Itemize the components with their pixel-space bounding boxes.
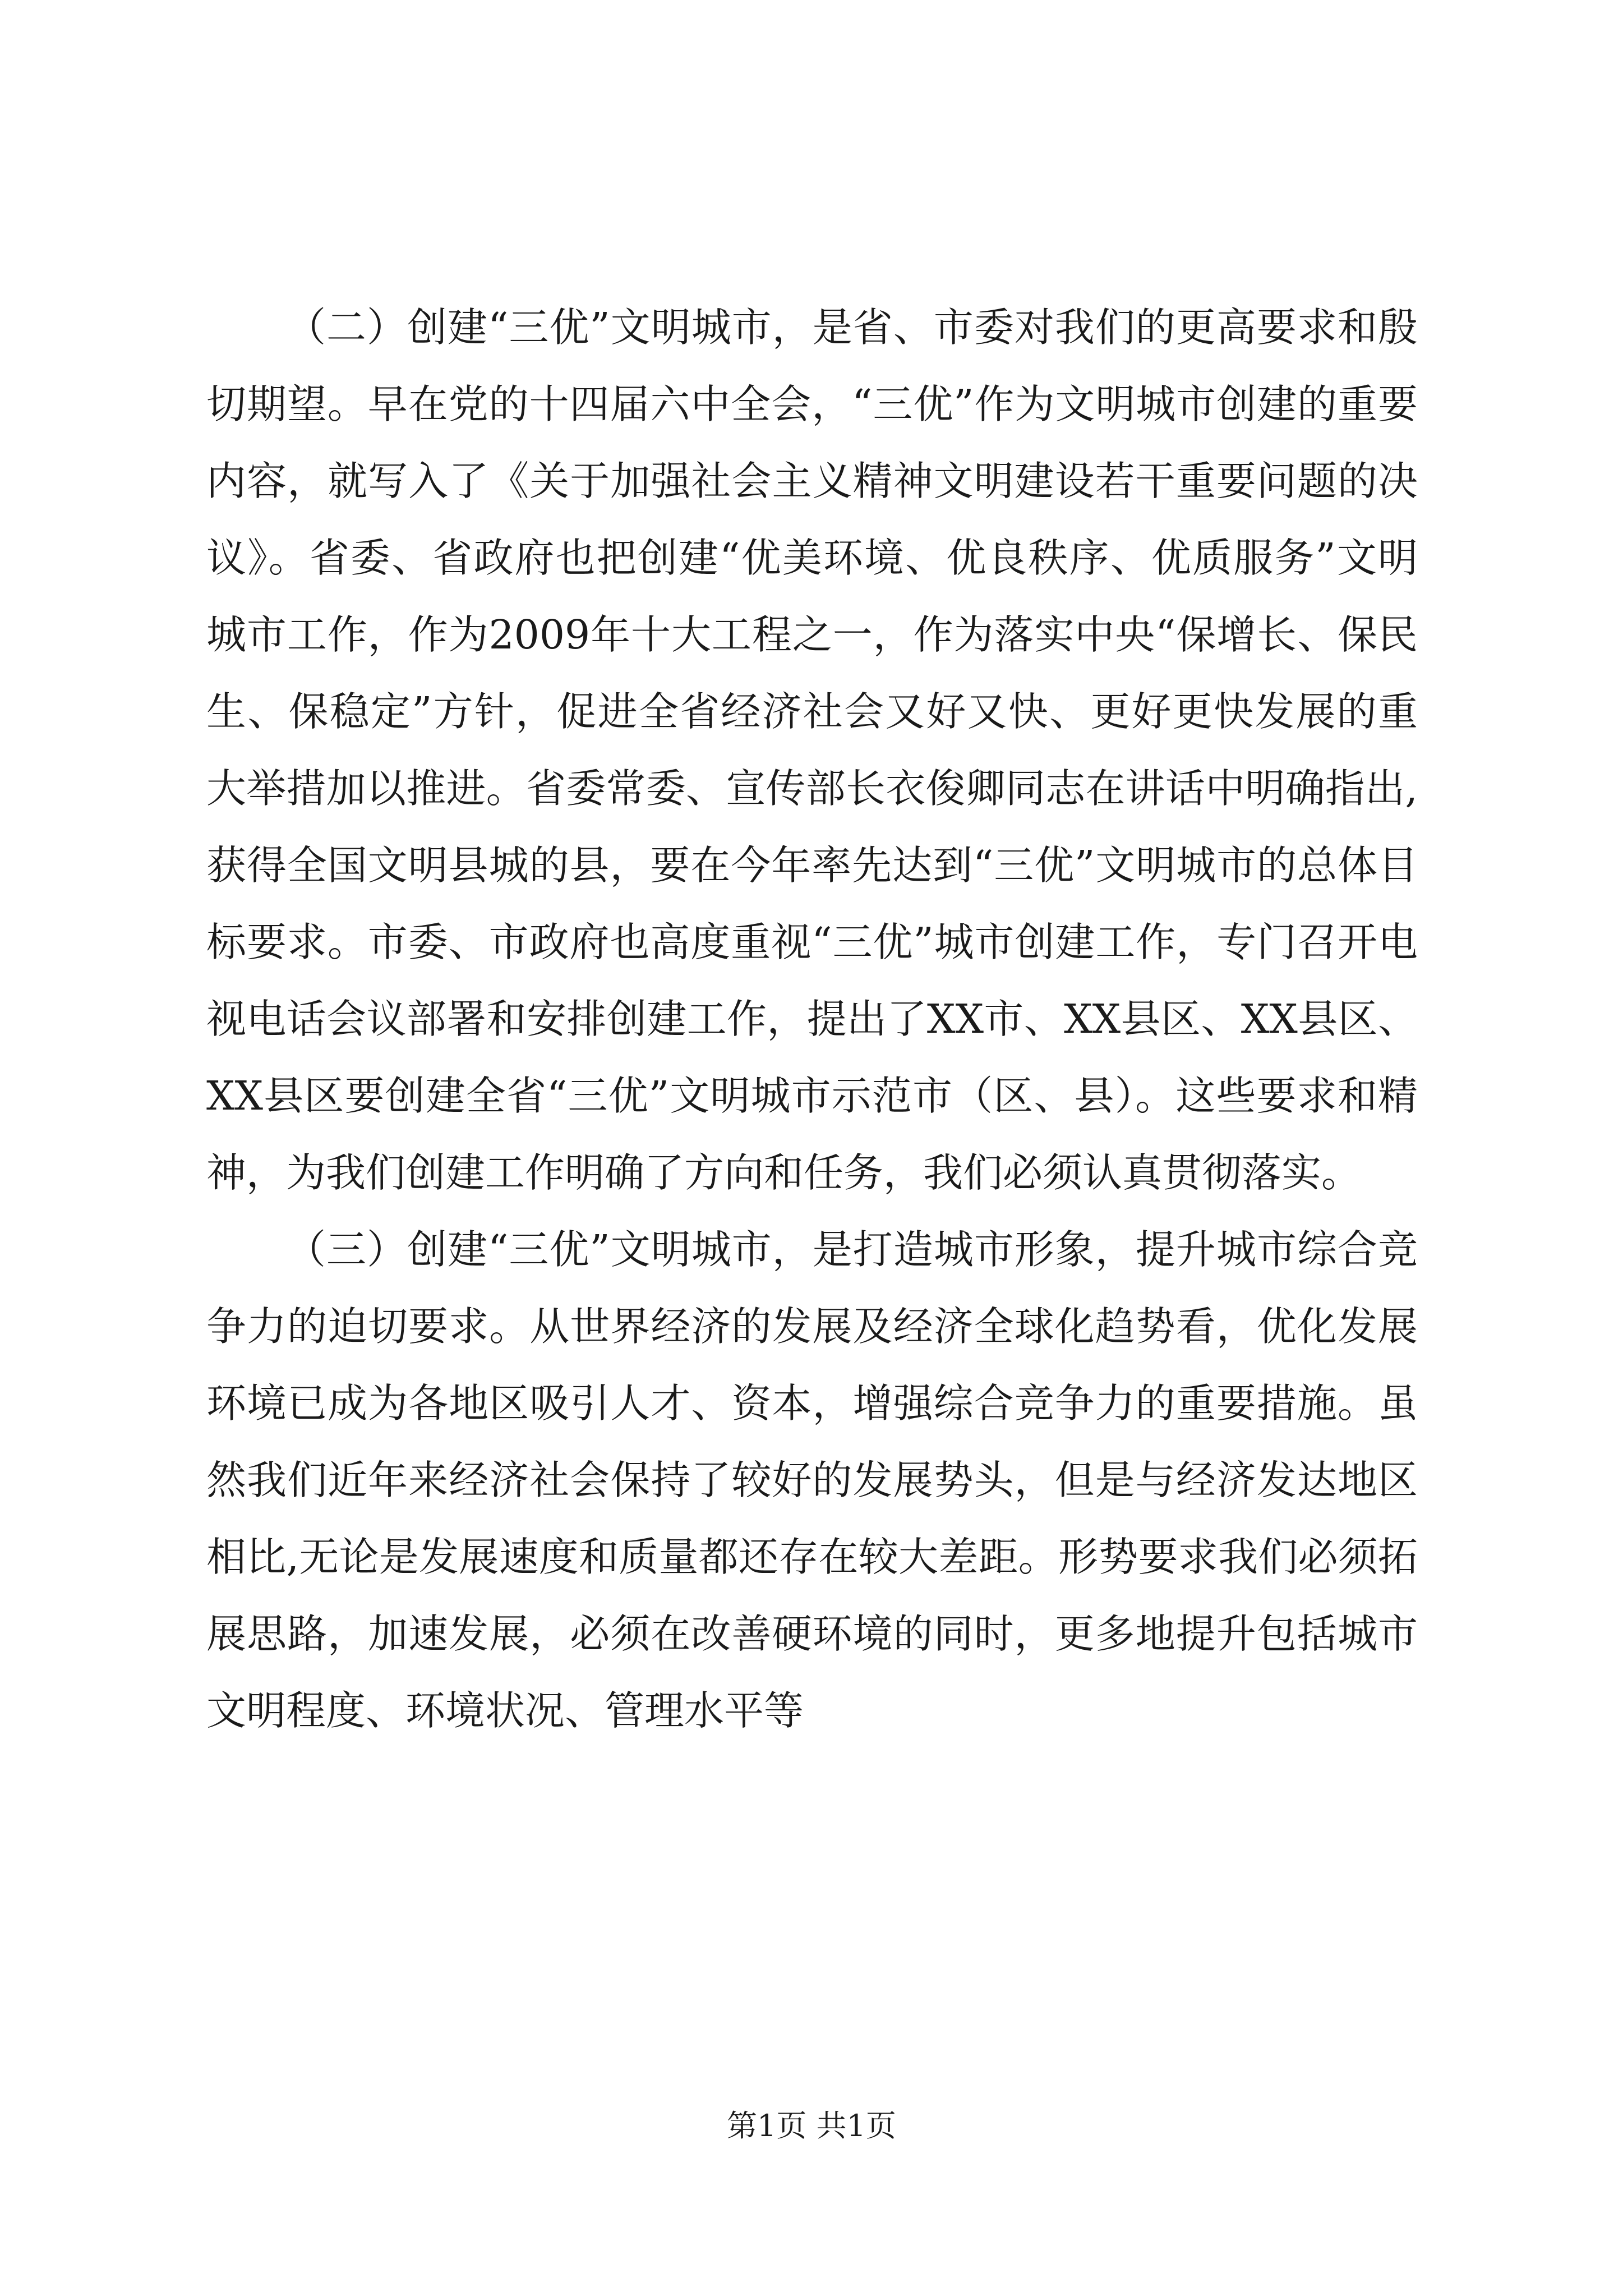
- paragraph-two: （二）创建“三优”文明城市，是省、市委对我们的更高要求和殷切期望。早在党的十四届六中全会，“三优”作为文明城市创建的重要内容，就写入了《关于加强社会主义精神文明建设若干重要问题的决议》。省委、省政府也把创建“优美环境、优良秩序、优质服务”文明城市工作，作为2009年十大工程之一，作为落实中央“保增长、保民生、保稳定”方针，促进全省经济社会又好又快、更好更快发展的重大举措加以推进。省委常委、宣传部长衣俊卿同志在讲话中明确指出,获得全国文明县城的县，要在今年率先达到“三优”文明城市的总体目标要求。市委、市政府也高度重视“三优”城市创建工作，专门召开电视电话会议部署和安排创建工作，提出了XX市、XX县区、XX县区、XX县区要创建全省“三优”文明城市示范市（区、县）。这些要求和精神，为我们创建工作明确了方向和任务，我们必须认真贯彻落实。: [206, 304, 1418, 1196]
- page-footer: 第1页 共1页: [727, 2108, 896, 2143]
- paragraph-three: （三）创建“三优”文明城市，是打造城市形象，提升城市综合竞争力的迫切要求。从世界经济的发展及经济全球化趋势看，优化发展环境已成为各地区吸引人才、资本，增强综合竞争力的重要措施。虽然我们近年来经济社会保持了较好的发展势头，但是与经济发达地区相比,无论是发展速度和质量都还存在较大差距。形势要求我们必须拓展思路，加速发展，必须在改善硬环境的同时，更多地提升包括城市文明程度、环境状况、管理水平等: [206, 1226, 1418, 1734]
- document-body: [206, 289, 1418, 1749]
